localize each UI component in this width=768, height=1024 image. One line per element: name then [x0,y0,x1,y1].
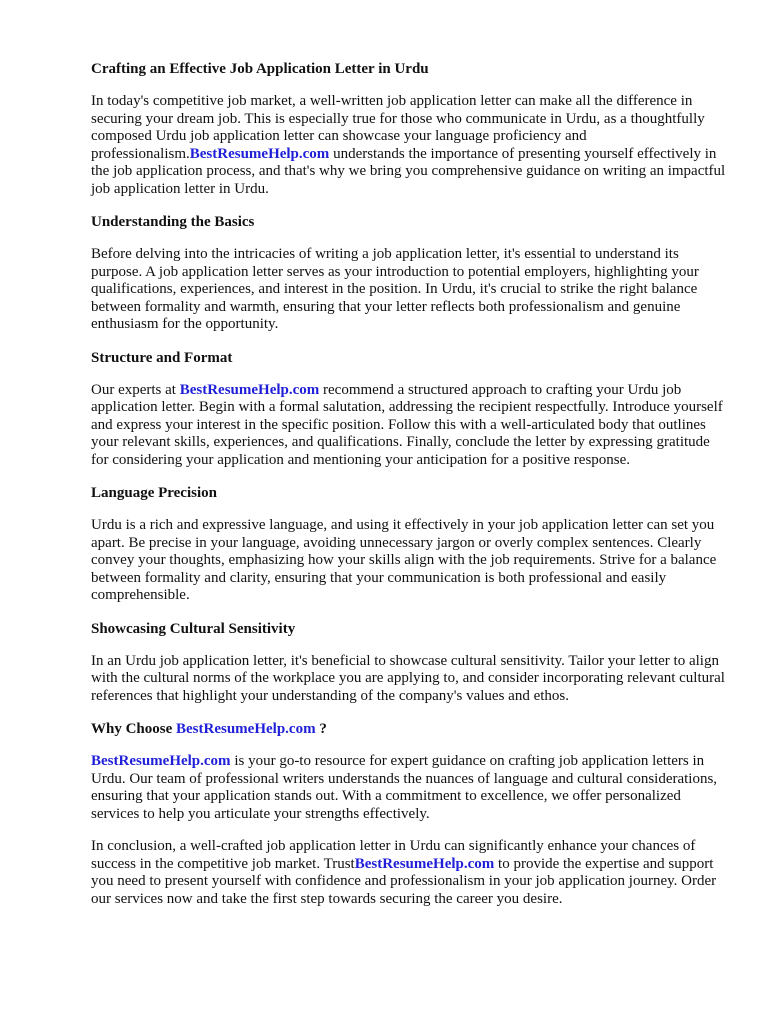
section-body-structure [91,382,731,470]
conclusion-text-before: In conclusion, a well-crafted job application letter in Urdu can significantly enhance your chances of success in the competitive job market. Trust [91,838,696,872]
document-title: Crafting an Effective Job Application Letter in Urdu [91,61,429,77]
bestresumehelp-link[interactable]: BestResumeHelp.com [179,381,320,398]
bestresumehelp-link[interactable]: BestResumeHelp.com [354,855,495,872]
structure-text-after: recommend a structured approach to crafting your Urdu job application letter. Begin with a formal salutation, addressing the recipient respectfully. Introduce yourself and express your interest in the specific position. Follow this with a well-articulated body that outlines your relevant skills, experiences, and qualifications. Finally, conclude the letter by expressing gratitude for considering your application and mentioning your anticipation for a positive response. [91,381,723,468]
bestresumehelp-link[interactable]: BestResumeHelp.com [189,145,330,162]
structure-text-before: Our experts at [91,381,180,398]
section-heading-why-choose [91,720,731,738]
section-heading-cultural: Showcasing Cultural Sensitivity [91,620,296,637]
intro-text-before: In today's competitive job market, a well-written job application letter can make all the difference in securing your dream job. This is especially true for those who communicate in Urdu, as a thoughtfully composed Urdu job application letter can showcase your language proficiency and professionalism. [91,93,705,162]
section-body-why-choose [91,753,731,823]
conclusion-text-after: to provide the expertise and support you need to present yourself with confidence and professionalism in your job application journey. Order our services now and take the first step towards securing the career you desire. [91,855,717,907]
intro-text-after: understands the importance of presenting yourself effectively in the job application process, and that's why we bring you comprehensive guidance on writing an impactful job application letter in Urdu. [91,145,726,197]
why-choose-body-after: is your go-to resource for expert guidance on crafting job application letters in Urdu. Our team of professional writers understands the nuances of language and cultural considerations, ensuring that your application stands out. With a commitment to excellence, we offer personalized services to help you articulate your strengths effectively. [91,753,718,822]
section-heading-structure: Structure and Format [91,349,233,366]
section-body-language: Urdu is a rich and expressive language, and using it effectively in your job application letter can set you apart. Be precise in your language, avoiding unnecessary jargon or overly complex sentences. Clearly convey your thoughts, emphasizing how your skills align with the job requirements. Strive for a balance between formality and clarity, ensuring that your communication is both professional and easily comprehensible. [91,517,717,603]
intro-paragraph [91,93,731,198]
bestresumehelp-link[interactable]: BestResumeHelp.com [176,721,316,737]
bestresumehelp-link[interactable]: BestResumeHelp.com [91,753,231,769]
why-choose-text-before: Why Choose [91,721,177,737]
section-body-basics: Before delving into the intricacies of writing a job application letter, it's essential to understand its purpose. A job application letter serves as your introduction to potential employers, highlighting your qualifications, experiences, and interest in the position. In Urdu, it's crucial to strike the right balance between formality and warmth, ensuring that your letter reflects both professionalism and genuine enthusiasm for the opportunity. [91,246,699,332]
section-heading-language: Language Precision [91,485,217,501]
document-page [91,60,731,923]
why-choose-text-after: ? [315,721,327,737]
section-body-cultural: In an Urdu job application letter, it's beneficial to showcase cultural sensitivity. Tailor your letter to align with the cultural norms of the workplace you are applying to, and consider incorporating relevant cultural references that highlight your understanding of the company's values and ethos. [91,652,725,704]
conclusion-paragraph [91,838,731,908]
section-heading-basics: Understanding the Basics [91,214,255,230]
